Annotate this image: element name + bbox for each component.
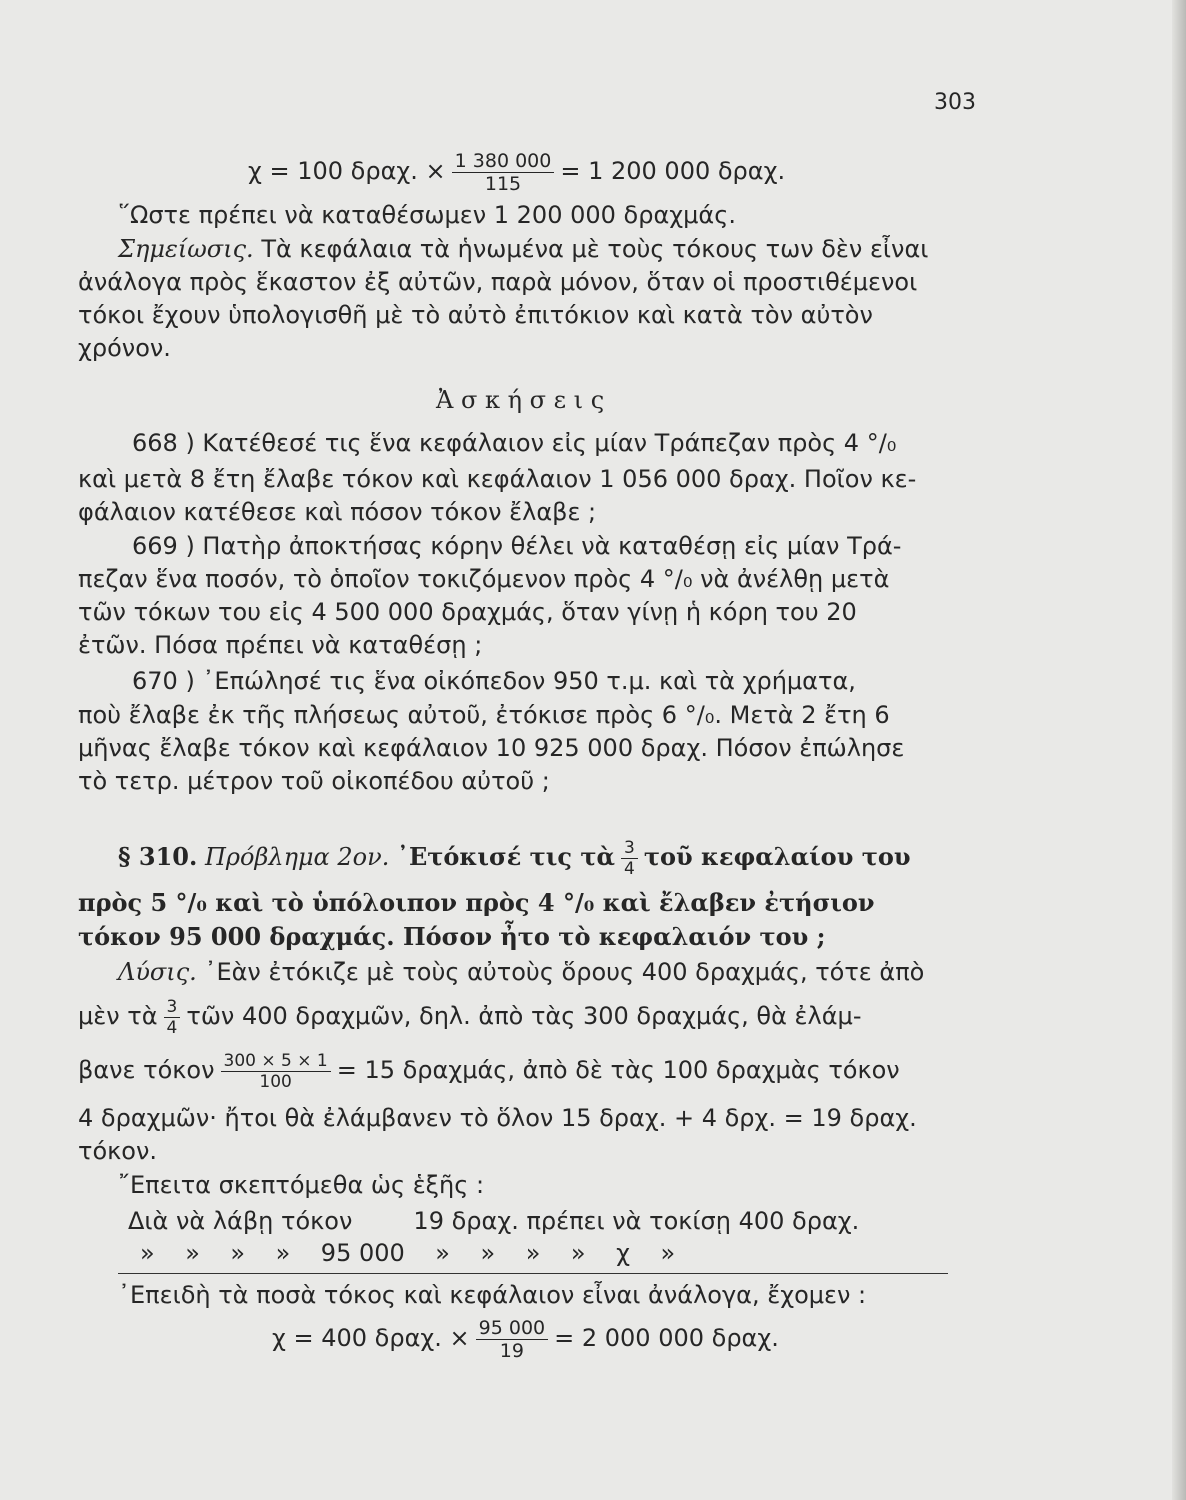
- exercise-668-line-1: 668 ) Κατέθεσέ τις ἕνα κεφάλαιον εἰς μίαν Τράπεζαν πρὸς 4 °/₀: [132, 429, 897, 457]
- exercise-668-line-2: καὶ μετὰ 8 ἔτη ἔλαβε τόκον καὶ κεφάλαιον 1 056 000 δραχ. Ποῖον κε-: [78, 465, 917, 493]
- solution-line-2: [78, 990, 861, 1042]
- solution-text-a: βανε τόκον: [78, 1056, 215, 1084]
- fraction-interest-calc: [221, 1051, 331, 1092]
- book-spine-shadow: [1172, 0, 1186, 1500]
- solution-label: Λύσις.: [118, 958, 197, 986]
- equation-1-rhs: = 1 200 000 δραχ.: [560, 157, 786, 185]
- fraction-denominator: 19: [499, 1339, 524, 1362]
- solution-line-7: ᾿Επειδὴ τὰ ποσὰ τόκος καὶ κεφάλαιον εἶναι ἀνάλογα, ἔχομεν :: [118, 1281, 867, 1309]
- problem-310-line-3: τόκον 95 000 δραχμάς. Πόσον ἦτο τὸ κεφαλαιόν του ;: [78, 922, 826, 951]
- exercise-670-line-3: μῆνας ἔλαβε τόκον καὶ κεφάλαιον 10 925 000 δραχ. Πόσον ἐπώλησε: [78, 734, 905, 762]
- solution-line-4: 4 δραχμῶν· ἤτοι θὰ ἐλάμβανεν τὸ ὅλον 15 δραχ. + 4 δρχ. = 19 δραχ.: [78, 1104, 917, 1132]
- fraction-numerator: 95 000: [476, 1317, 548, 1340]
- equation-1-lhs: χ = 100 δραχ. ×: [248, 157, 446, 185]
- solution-text-b: τῶν 400 δραχμῶν, δηλ. ἀπὸ τὰς 300 δραχμάς, θὰ ἐλάμ-: [186, 1002, 862, 1030]
- note-text: Τὰ κεφάλαια τὰ ἡνωμένα μὲ τοὺς τόκους των δὲν εἶναι: [261, 235, 929, 263]
- equation-1: [248, 146, 785, 196]
- note-line-2: ἀνάλογα πρὸς ἕκαστον ἐξ αὐτῶν, παρὰ μόνον, ὅταν οἱ προστιθέμενοι: [78, 268, 918, 296]
- exercise-670-line-2: ποὺ ἔλαβε ἐκ τῆς πλήσεως αὐτοῦ, ἐτόκισε πρὸς 6 °/₀. Μετὰ 2 ἔτη 6: [78, 701, 890, 729]
- solution-text-a: μὲν τὰ: [78, 1002, 158, 1030]
- exercise-669-line-4: ἐτῶν. Πόσα πρέπει νὰ καταθέσῃ ;: [78, 631, 483, 659]
- exercise-670-line-4: τὸ τετρ. μέτρον τοῦ οἰκοπέδου αὐτοῦ ;: [78, 767, 550, 795]
- conclusion-line: ῞Ωστε πρέπει νὰ καταθέσωμεν 1 200 000 δραχμάς.: [118, 201, 736, 229]
- equation-2-lhs: χ = 400 δραχ. ×: [272, 1324, 470, 1352]
- note-line-1: [118, 234, 928, 264]
- exercise-669-line-3: τῶν τόκων του εἰς 4 500 000 δραχμάς, ὅταν γίνῃ ἡ κόρη του 20: [78, 598, 857, 626]
- fraction-numerator: 3: [621, 838, 638, 859]
- fraction-three-quarters: [621, 838, 638, 879]
- exercise-668-line-3: φάλαιον κατέθεσε καὶ πόσον τόκον ἔλαβε ;: [78, 498, 597, 526]
- fraction-denominator: 4: [624, 858, 635, 879]
- exercise-669-line-2: πεζαν ἕνα ποσόν, τὸ ὁποῖον τοκιζόμενον πρὸς 4 °/₀ νὰ ἀνέλθῃ μετὰ: [78, 565, 890, 593]
- solution-text-b: = 15 δραχμάς, ἀπὸ δὲ τὰς 100 δραχμὰς τόκον: [336, 1056, 900, 1084]
- note-line-4: χρόνον.: [78, 334, 171, 362]
- fraction-numerator: 3: [164, 997, 181, 1018]
- fraction-three-quarters-2: [164, 997, 181, 1038]
- exercises-heading: Ἀ σ κ ή σ ε ι ς: [436, 386, 605, 414]
- fraction-95000-over-19: [476, 1317, 548, 1362]
- problem-text-b: τοῦ κεφαλαίου του: [643, 842, 911, 871]
- fraction-denominator: 115: [484, 172, 522, 195]
- exercise-669-line-1: 669 ) Πατὴρ ἀποκτήσας κόρην θέλει νὰ καταθέσῃ εἰς μίαν Τρά-: [132, 532, 902, 560]
- solution-line-6: ῎Επειτα σκεπτόμεθα ὡς ἑξῆς :: [118, 1171, 485, 1199]
- exercise-670-line-1: 670 ) ᾿Επώλησέ τις ἕνα οἰκόπεδον 950 τ.μ. καὶ τὰ χρήματα,: [132, 667, 856, 695]
- note-label: Σημείωσις.: [118, 235, 254, 263]
- problem-310-line-1: [118, 830, 911, 884]
- solution-line-3: [78, 1045, 900, 1095]
- fraction-denominator: 100: [259, 1071, 292, 1092]
- note-line-3: τόκοι ἔχουν ὑπολογισθῆ μὲ τὸ αὐτὸ ἐπιτόκιον καὶ κατὰ τὸν αὐτὸν: [78, 301, 873, 329]
- problem-label: Πρόβλημα 2ον.: [205, 843, 390, 871]
- page-number: 303: [934, 90, 976, 115]
- problem-310-line-2: πρὸς 5 °/₀ καὶ τὸ ὑπόλοιπον πρὸς 4 °/₀ καὶ ἔλαβεν ἐτήσιον: [78, 888, 875, 917]
- fraction-numerator: 1 380 000: [452, 150, 555, 173]
- section-number: § 310.: [118, 842, 198, 871]
- solution-text: ᾿Εὰν ἐτόκιζε μὲ τοὺς αὐτοὺς ὅρους 400 δραχμάς, τότε ἀπὸ: [204, 958, 925, 986]
- proportion-divider: [118, 1273, 948, 1274]
- fraction-numerator: 300 × 5 × 1: [221, 1051, 331, 1072]
- solution-line-1: [118, 957, 924, 987]
- equation-2: [272, 1313, 779, 1363]
- proportion-row-1: Διὰ νὰ λάβῃ τόκον 19 δραχ. πρέπει νὰ τοκίσῃ 400 δραχ.: [128, 1207, 860, 1235]
- solution-line-5: τόκον.: [78, 1137, 157, 1165]
- fraction-denominator: 4: [166, 1017, 178, 1038]
- equation-2-rhs: = 2 000 000 δραχ.: [554, 1324, 779, 1352]
- fraction-1380000-over-115: [452, 150, 555, 195]
- proportion-row-2: » » » » 95 000 » » » » χ »: [140, 1239, 676, 1267]
- problem-text-a: ᾿Ετόκισέ τις τὰ: [396, 842, 616, 871]
